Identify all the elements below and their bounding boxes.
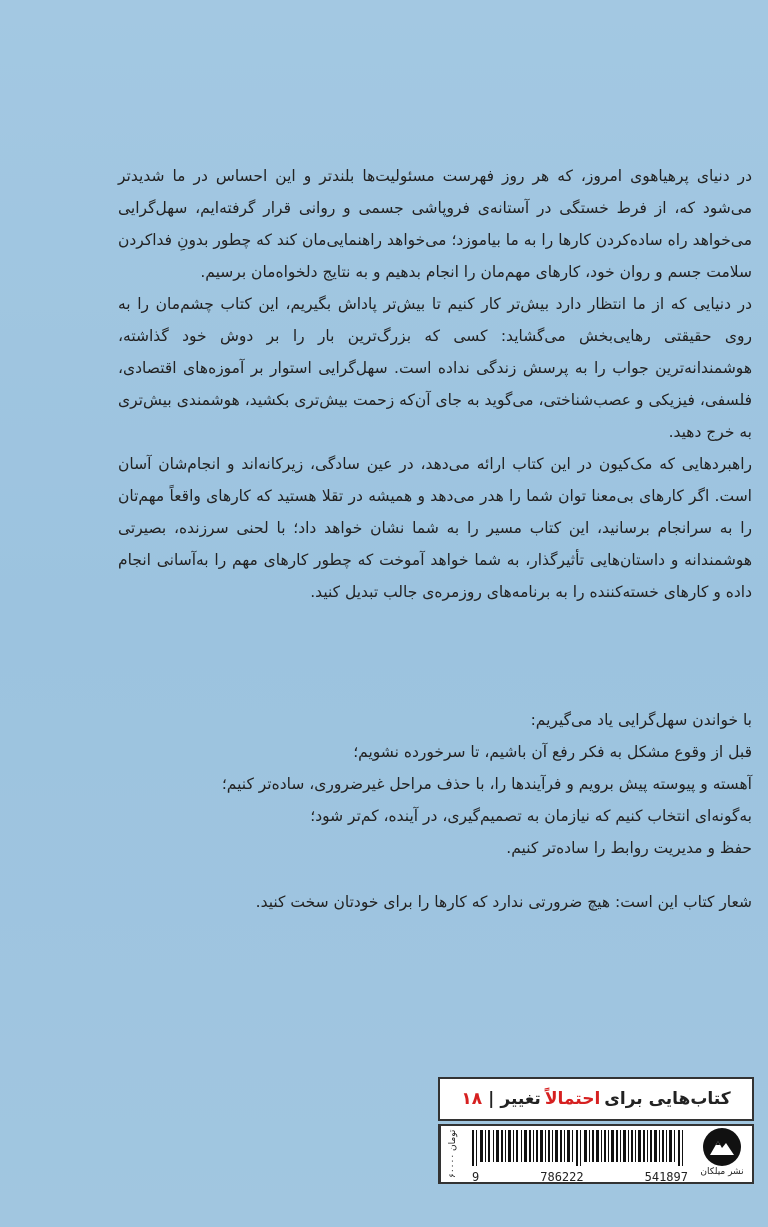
learn-item-1: قبل از وقوع مشکل به فکر رفع آن باشیم، تا سرخورده نشویم؛	[353, 743, 752, 761]
learn-item-2: آهسته و پیوسته پیش برویم و فرآیندها را، با حذف مراحل غیرضروری، ساده‌تر کنیم؛	[221, 775, 752, 793]
slogan: شعار کتاب این است: هیچ ضرورتی ندارد که کارها را برای خودتان سخت کنید.	[255, 893, 752, 911]
slogan-text	[118, 886, 752, 918]
intro-text	[118, 160, 752, 608]
price-label: ۶۰۰۰۰ تومان	[440, 1126, 465, 1182]
isbn-part-1: 9	[472, 1170, 480, 1184]
series-suffix: تغییر	[500, 1089, 541, 1109]
publisher-logo	[694, 1128, 750, 1180]
isbn-part-2: 786222	[540, 1170, 584, 1184]
mountain-logo-icon	[703, 1128, 741, 1166]
series-label	[438, 1077, 754, 1121]
intro-paragraph-1: در دنیای پرهیاهوی امروز، که هر روز فهرست مسئولیت‌ها بلندتر و این احساس در ما شدیدتر می‌شود که، از فرط خستگی در آستانه‌ی فروپاشی جسمی و روانی قرار گرفته‌ایم، سهل‌گرایی می‌خواهد راه ساده‌کردن کارها را به ما بیاموزد؛ می‌خواهد راهنمایی‌مان کند که چطور بدونِ فداکردن سلامت جسم و روان خود، کارهای مهم‌مان را انجام بدهیم و به نتایج دلخواه‌مان برسیم.	[118, 167, 752, 281]
barcode-bars-icon	[470, 1130, 690, 1166]
isbn-digits	[470, 1170, 690, 1184]
intro-paragraph-3: راهبردهایی که مک‌کیون در این کتاب ارائه می‌دهد، در عین سادگی، زیرکانه‌اند و انجام‌شان آسان است. اگر کارهای بی‌معنا توان شما را هدر می‌دهد و همیشه در تقلا هستید که کارهای واقعاً مهم‌تان را به سرانجام برسانید، این کتاب مسیر را به شما نشان خواهد داد؛ با لحنی سرزنده، بصیرتی هوشمندانه و داستان‌هایی تأثیرگذار، به شما خواهد آموخت که چطور کارهای مهم را به‌آسانی انجام داده و کارهای خسته‌کننده را به برنامه‌های روزمره‌ی جالب تبدیل کنید.	[118, 455, 752, 601]
series-separator: |	[488, 1089, 495, 1109]
series-prefix: کتاب‌هایی برای	[604, 1089, 731, 1109]
info-box	[438, 1124, 754, 1184]
series-highlight: احتمالاً	[544, 1089, 601, 1109]
learn-heading: با خواندن سهل‌گرایی یاد می‌گیریم:	[530, 711, 752, 729]
learn-list	[118, 704, 752, 864]
learn-item-3: به‌گونه‌ای انتخاب کنیم که نیازمان به تصمیم‌گیری، در آینده، کم‌تر شود؛	[310, 807, 752, 825]
intro-paragraph-2: در دنیایی که از ما انتظار دارد بیش‌تر کار کنیم تا بیش‌تر پاداش بگیریم، این کتاب چشم‌مان را به روی حقیقتی رهایی‌بخش می‌گشاید: کسی که بزرگ‌ترین بار را بر دوش خود گذاشته، هوشمندانه‌ترین جواب را به پرسش زندگی نداده است. سهل‌گرایی استوار بر آموزه‌های اقتصادی، فلسفی، فیزیکی و عصب‌شناختی، می‌گوید به جای آن‌که زحمت بیش‌تری بکشید، هوشمندی بیش‌تری به خرج دهید.	[118, 295, 752, 441]
learn-item-4: حفظ و مدیریت روابط را ساده‌تر کنیم.	[506, 839, 752, 857]
isbn-part-3: 541897	[644, 1170, 688, 1184]
publisher-name: نشر میلکان	[700, 1167, 744, 1177]
barcode	[470, 1130, 690, 1182]
series-number: ۱۸	[461, 1089, 483, 1109]
